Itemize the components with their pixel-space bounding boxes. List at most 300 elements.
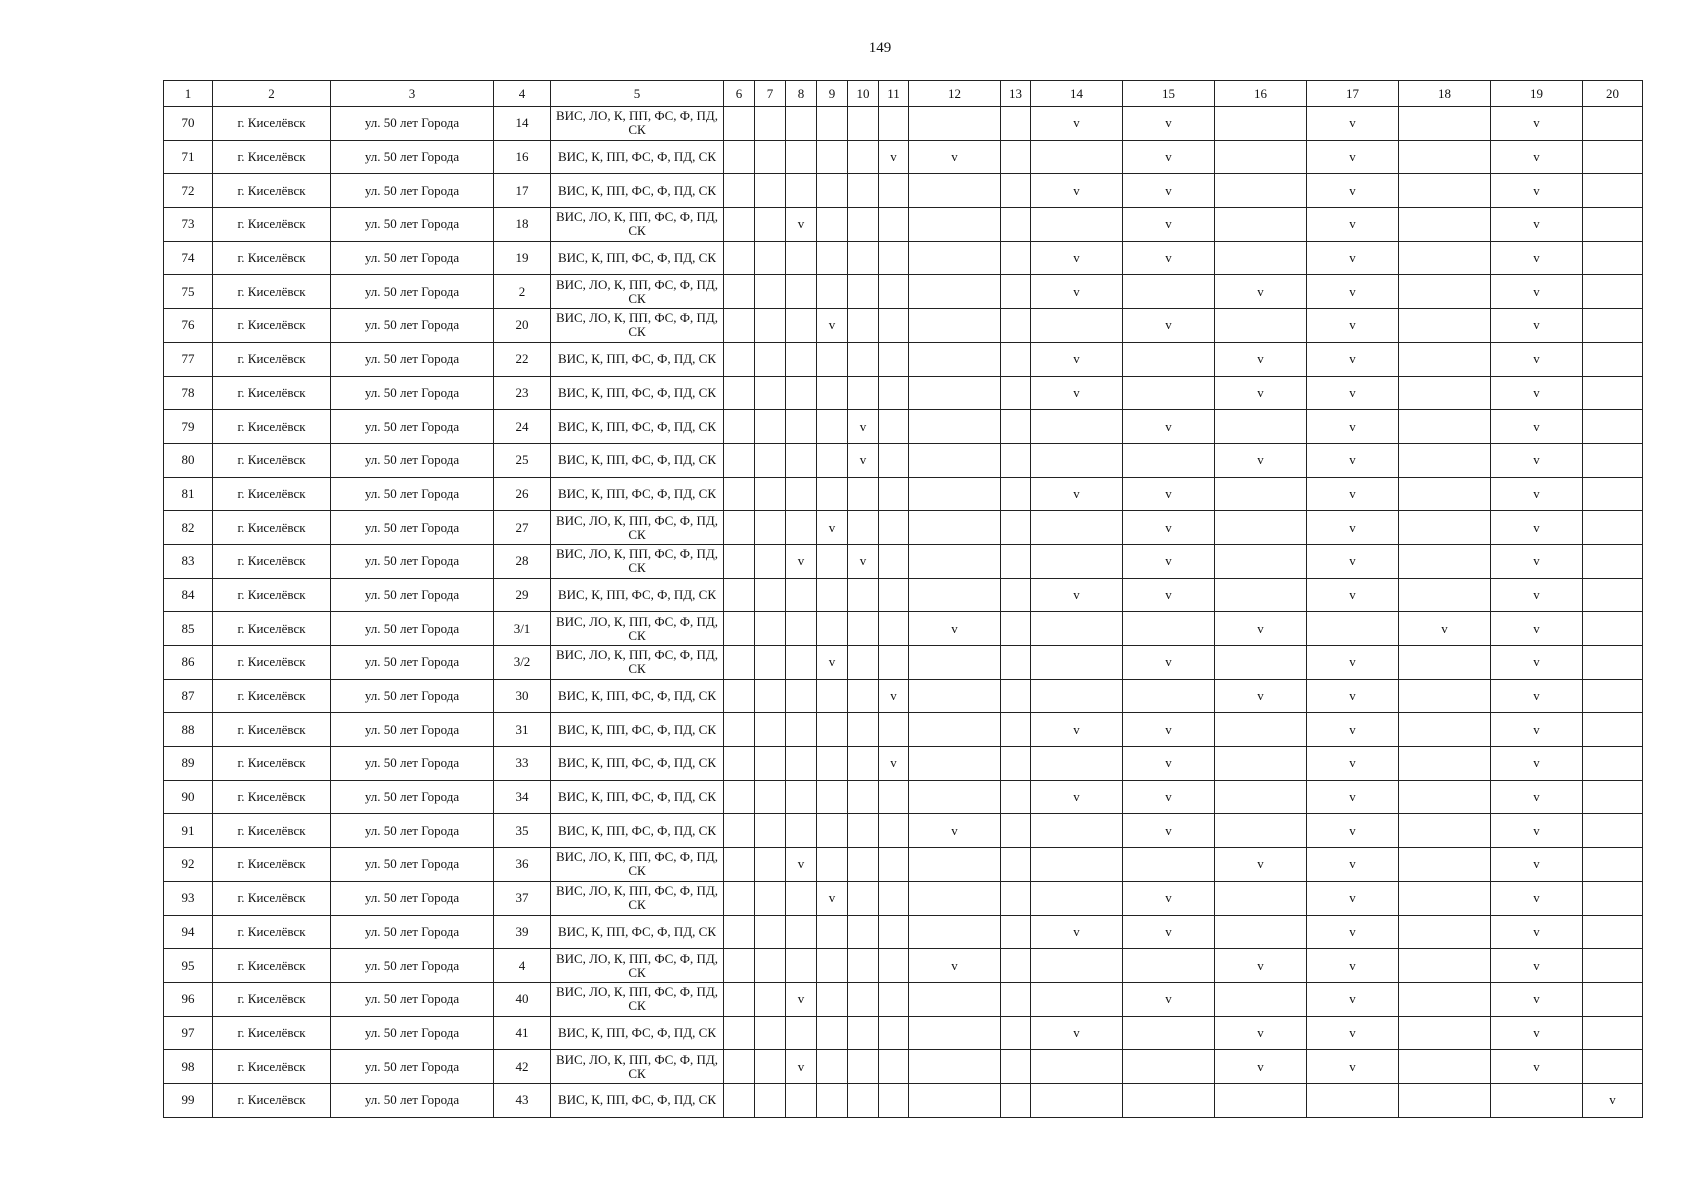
- city-cell: г. Киселёвск: [213, 544, 331, 578]
- check-mark-col-15: v: [1123, 915, 1215, 949]
- table-row: [164, 410, 1643, 444]
- street-cell: ул. 50 лет Города: [331, 174, 494, 208]
- mark-cell-col-10: [848, 107, 879, 141]
- check-mark-col-19: v: [1491, 578, 1583, 612]
- codes-cell: ВИС, ЛО, К, ПП, ФС, Ф, ПД, СК: [551, 107, 724, 141]
- city-cell: г. Киселёвск: [213, 1050, 331, 1084]
- row-number-cell: 99: [164, 1083, 213, 1117]
- mark-cell-col-18: [1399, 1016, 1491, 1050]
- mark-cell-col-12: [909, 713, 1001, 747]
- mark-cell-col-9: [817, 679, 848, 713]
- mark-cell-col-6: [724, 747, 755, 781]
- mark-cell-col-12: [909, 1050, 1001, 1084]
- house-number-cell: 22: [494, 342, 551, 376]
- house-number-cell: 33: [494, 747, 551, 781]
- mark-cell-col-14: [1031, 747, 1123, 781]
- register-table: [163, 80, 1643, 1118]
- check-mark-col-19: v: [1491, 848, 1583, 882]
- city-cell: г. Киселёвск: [213, 949, 331, 983]
- check-mark-col-19: v: [1491, 949, 1583, 983]
- mark-cell-col-6: [724, 208, 755, 242]
- mark-cell-col-11: [879, 1083, 909, 1117]
- check-mark-col-18: v: [1399, 612, 1491, 646]
- mark-cell-col-18: [1399, 646, 1491, 680]
- house-number-cell: 18: [494, 208, 551, 242]
- mark-cell-col-8: [786, 241, 817, 275]
- mark-cell-col-6: [724, 174, 755, 208]
- mark-cell-col-8: [786, 443, 817, 477]
- mark-cell-col-7: [755, 982, 786, 1016]
- mark-cell-col-8: [786, 1083, 817, 1117]
- mark-cell-col-12: [909, 376, 1001, 410]
- check-mark-col-19: v: [1491, 443, 1583, 477]
- street-cell: ул. 50 лет Города: [331, 107, 494, 141]
- mark-cell-col-9: [817, 1050, 848, 1084]
- mark-cell-col-6: [724, 949, 755, 983]
- mark-cell-col-14: [1031, 544, 1123, 578]
- mark-cell-col-14: [1031, 814, 1123, 848]
- street-cell: ул. 50 лет Города: [331, 275, 494, 309]
- check-mark-col-17: v: [1307, 174, 1399, 208]
- codes-cell: ВИС, К, ПП, ФС, Ф, ПД, СК: [551, 814, 724, 848]
- mark-cell-col-6: [724, 1016, 755, 1050]
- mark-cell-col-7: [755, 612, 786, 646]
- mark-cell-col-9: [817, 1083, 848, 1117]
- mark-cell-col-7: [755, 1016, 786, 1050]
- mark-cell-col-9: [817, 241, 848, 275]
- mark-cell-col-15: [1123, 342, 1215, 376]
- mark-cell-col-8: [786, 107, 817, 141]
- house-number-cell: 36: [494, 848, 551, 882]
- mark-cell-col-12: [909, 1016, 1001, 1050]
- mark-cell-col-9: [817, 612, 848, 646]
- mark-cell-col-16: [1215, 241, 1307, 275]
- city-cell: г. Киселёвск: [213, 241, 331, 275]
- mark-cell-col-20: [1583, 646, 1643, 680]
- mark-cell-col-7: [755, 174, 786, 208]
- street-cell: ул. 50 лет Города: [331, 1050, 494, 1084]
- house-number-cell: 42: [494, 1050, 551, 1084]
- mark-cell-col-9: [817, 208, 848, 242]
- codes-cell: ВИС, К, ПП, ФС, Ф, ПД, СК: [551, 780, 724, 814]
- mark-cell-col-10: [848, 275, 879, 309]
- mark-cell-col-10: [848, 814, 879, 848]
- table-row: [164, 107, 1643, 141]
- check-mark-col-17: v: [1307, 140, 1399, 174]
- mark-cell-col-18: [1399, 410, 1491, 444]
- mark-cell-col-18: [1399, 915, 1491, 949]
- mark-cell-col-11: [879, 443, 909, 477]
- mark-cell-col-14: [1031, 949, 1123, 983]
- mark-cell-col-11: [879, 881, 909, 915]
- table-row: [164, 174, 1643, 208]
- column-header-17: 17: [1307, 81, 1399, 107]
- table-row: [164, 780, 1643, 814]
- mark-cell-col-16: [1215, 713, 1307, 747]
- mark-cell-col-14: [1031, 1083, 1123, 1117]
- mark-cell-col-17: [1307, 1083, 1399, 1117]
- codes-cell: ВИС, К, ПП, ФС, Ф, ПД, СК: [551, 713, 724, 747]
- check-mark-col-19: v: [1491, 881, 1583, 915]
- check-mark-col-8: v: [786, 208, 817, 242]
- table-body: [164, 107, 1643, 1118]
- mark-cell-col-12: [909, 578, 1001, 612]
- row-number-cell: 97: [164, 1016, 213, 1050]
- mark-cell-col-7: [755, 814, 786, 848]
- mark-cell-col-18: [1399, 275, 1491, 309]
- check-mark-col-16: v: [1215, 949, 1307, 983]
- mark-cell-col-7: [755, 578, 786, 612]
- mark-cell-col-14: [1031, 612, 1123, 646]
- city-cell: г. Киселёвск: [213, 140, 331, 174]
- mark-cell-col-11: [879, 780, 909, 814]
- house-number-cell: 27: [494, 511, 551, 545]
- mark-cell-col-7: [755, 713, 786, 747]
- mark-cell-col-8: [786, 1016, 817, 1050]
- row-number-cell: 74: [164, 241, 213, 275]
- house-number-cell: 17: [494, 174, 551, 208]
- mark-cell-col-20: [1583, 140, 1643, 174]
- mark-cell-col-10: [848, 208, 879, 242]
- column-header-6: 6: [724, 81, 755, 107]
- codes-cell: ВИС, ЛО, К, ПП, ФС, Ф, ПД, СК: [551, 612, 724, 646]
- check-mark-col-17: v: [1307, 679, 1399, 713]
- column-header-12: 12: [909, 81, 1001, 107]
- city-cell: г. Киселёвск: [213, 881, 331, 915]
- column-header-8: 8: [786, 81, 817, 107]
- check-mark-col-15: v: [1123, 780, 1215, 814]
- check-mark-col-15: v: [1123, 309, 1215, 343]
- mark-cell-col-8: [786, 814, 817, 848]
- mark-cell-col-18: [1399, 1083, 1491, 1117]
- mark-cell-col-20: [1583, 679, 1643, 713]
- check-mark-col-17: v: [1307, 646, 1399, 680]
- mark-cell-col-6: [724, 915, 755, 949]
- city-cell: г. Киселёвск: [213, 848, 331, 882]
- mark-cell-col-7: [755, 140, 786, 174]
- mark-cell-col-7: [755, 646, 786, 680]
- mark-cell-col-13: [1001, 544, 1031, 578]
- mark-cell-col-6: [724, 544, 755, 578]
- mark-cell-col-12: [909, 915, 1001, 949]
- check-mark-col-15: v: [1123, 174, 1215, 208]
- row-number-cell: 76: [164, 309, 213, 343]
- house-number-cell: 16: [494, 140, 551, 174]
- table-row: [164, 713, 1643, 747]
- city-cell: г. Киселёвск: [213, 780, 331, 814]
- mark-cell-col-12: [909, 1083, 1001, 1117]
- mark-cell-col-6: [724, 241, 755, 275]
- mark-cell-col-12: [909, 477, 1001, 511]
- mark-cell-col-7: [755, 511, 786, 545]
- check-mark-col-9: v: [817, 646, 848, 680]
- mark-cell-col-13: [1001, 881, 1031, 915]
- row-number-cell: 86: [164, 646, 213, 680]
- mark-cell-col-11: [879, 915, 909, 949]
- mark-cell-col-15: [1123, 612, 1215, 646]
- mark-cell-col-12: [909, 275, 1001, 309]
- check-mark-col-15: v: [1123, 982, 1215, 1016]
- mark-cell-col-12: [909, 982, 1001, 1016]
- table-row: [164, 915, 1643, 949]
- check-mark-col-8: v: [786, 544, 817, 578]
- street-cell: ул. 50 лет Города: [331, 511, 494, 545]
- mark-cell-col-18: [1399, 174, 1491, 208]
- street-cell: ул. 50 лет Города: [331, 814, 494, 848]
- mark-cell-col-6: [724, 814, 755, 848]
- mark-cell-col-16: [1215, 578, 1307, 612]
- mark-cell-col-7: [755, 410, 786, 444]
- mark-cell-col-6: [724, 679, 755, 713]
- mark-cell-col-12: [909, 443, 1001, 477]
- house-number-cell: 39: [494, 915, 551, 949]
- mark-cell-col-11: [879, 174, 909, 208]
- check-mark-col-17: v: [1307, 107, 1399, 141]
- mark-cell-col-10: [848, 342, 879, 376]
- codes-cell: ВИС, К, ПП, ФС, Ф, ПД, СК: [551, 376, 724, 410]
- table-row: [164, 477, 1643, 511]
- mark-cell-col-10: [848, 848, 879, 882]
- mark-cell-col-6: [724, 780, 755, 814]
- mark-cell-col-10: [848, 309, 879, 343]
- house-number-cell: 30: [494, 679, 551, 713]
- mark-cell-col-7: [755, 747, 786, 781]
- codes-cell: ВИС, К, ПП, ФС, Ф, ПД, СК: [551, 915, 724, 949]
- mark-cell-col-6: [724, 309, 755, 343]
- row-number-cell: 79: [164, 410, 213, 444]
- check-mark-col-17: v: [1307, 848, 1399, 882]
- mark-cell-col-7: [755, 544, 786, 578]
- mark-cell-col-6: [724, 443, 755, 477]
- mark-cell-col-7: [755, 881, 786, 915]
- check-mark-col-17: v: [1307, 713, 1399, 747]
- mark-cell-col-9: [817, 275, 848, 309]
- check-mark-col-19: v: [1491, 1016, 1583, 1050]
- mark-cell-col-9: [817, 410, 848, 444]
- mark-cell-col-18: [1399, 949, 1491, 983]
- row-number-cell: 71: [164, 140, 213, 174]
- city-cell: г. Киселёвск: [213, 915, 331, 949]
- check-mark-col-16: v: [1215, 1050, 1307, 1084]
- mark-cell-col-11: [879, 208, 909, 242]
- check-mark-col-17: v: [1307, 578, 1399, 612]
- mark-cell-col-6: [724, 511, 755, 545]
- city-cell: г. Киселёвск: [213, 275, 331, 309]
- row-number-cell: 72: [164, 174, 213, 208]
- mark-cell-col-20: [1583, 410, 1643, 444]
- mark-cell-col-16: [1215, 544, 1307, 578]
- mark-cell-col-10: [848, 174, 879, 208]
- mark-cell-col-20: [1583, 915, 1643, 949]
- mark-cell-col-7: [755, 275, 786, 309]
- street-cell: ул. 50 лет Города: [331, 679, 494, 713]
- city-cell: г. Киселёвск: [213, 342, 331, 376]
- row-number-cell: 93: [164, 881, 213, 915]
- mark-cell-col-8: [786, 511, 817, 545]
- mark-cell-col-6: [724, 107, 755, 141]
- mark-cell-col-18: [1399, 140, 1491, 174]
- mark-cell-col-20: [1583, 376, 1643, 410]
- mark-cell-col-8: [786, 780, 817, 814]
- house-number-cell: 43: [494, 1083, 551, 1117]
- column-header-19: 19: [1491, 81, 1583, 107]
- row-number-cell: 82: [164, 511, 213, 545]
- mark-cell-col-10: [848, 1016, 879, 1050]
- mark-cell-col-12: [909, 309, 1001, 343]
- mark-cell-col-15: [1123, 1016, 1215, 1050]
- mark-cell-col-13: [1001, 511, 1031, 545]
- mark-cell-col-9: [817, 713, 848, 747]
- check-mark-col-8: v: [786, 982, 817, 1016]
- mark-cell-col-9: [817, 780, 848, 814]
- mark-cell-col-13: [1001, 477, 1031, 511]
- mark-cell-col-10: [848, 612, 879, 646]
- mark-cell-col-9: [817, 578, 848, 612]
- house-number-cell: 37: [494, 881, 551, 915]
- mark-cell-col-11: [879, 578, 909, 612]
- mark-cell-col-14: [1031, 1050, 1123, 1084]
- mark-cell-col-11: [879, 1050, 909, 1084]
- mark-cell-col-16: [1215, 174, 1307, 208]
- codes-cell: ВИС, К, ПП, ФС, Ф, ПД, СК: [551, 477, 724, 511]
- check-mark-col-17: v: [1307, 881, 1399, 915]
- check-mark-col-15: v: [1123, 410, 1215, 444]
- check-mark-col-15: v: [1123, 713, 1215, 747]
- mark-cell-col-10: [848, 511, 879, 545]
- codes-cell: ВИС, К, ПП, ФС, Ф, ПД, СК: [551, 679, 724, 713]
- check-mark-col-17: v: [1307, 982, 1399, 1016]
- mark-cell-col-7: [755, 309, 786, 343]
- column-header-16: 16: [1215, 81, 1307, 107]
- mark-cell-col-11: [879, 713, 909, 747]
- mark-cell-col-20: [1583, 511, 1643, 545]
- check-mark-col-14: v: [1031, 376, 1123, 410]
- city-cell: г. Киселёвск: [213, 578, 331, 612]
- house-number-cell: 14: [494, 107, 551, 141]
- mark-cell-col-10: [848, 646, 879, 680]
- check-mark-col-17: v: [1307, 949, 1399, 983]
- row-number-cell: 87: [164, 679, 213, 713]
- mark-cell-col-7: [755, 477, 786, 511]
- table-row: [164, 275, 1643, 309]
- check-mark-col-17: v: [1307, 544, 1399, 578]
- mark-cell-col-18: [1399, 713, 1491, 747]
- table-row: [164, 1016, 1643, 1050]
- mark-cell-col-7: [755, 107, 786, 141]
- mark-cell-col-10: [848, 713, 879, 747]
- mark-cell-col-9: [817, 848, 848, 882]
- mark-cell-col-18: [1399, 241, 1491, 275]
- house-number-cell: 40: [494, 982, 551, 1016]
- check-mark-col-16: v: [1215, 275, 1307, 309]
- city-cell: г. Киселёвск: [213, 477, 331, 511]
- row-number-cell: 75: [164, 275, 213, 309]
- mark-cell-col-12: [909, 881, 1001, 915]
- street-cell: ул. 50 лет Города: [331, 881, 494, 915]
- mark-cell-col-18: [1399, 814, 1491, 848]
- mark-cell-col-11: [879, 241, 909, 275]
- check-mark-col-19: v: [1491, 107, 1583, 141]
- mark-cell-col-8: [786, 376, 817, 410]
- header-row: [164, 81, 1643, 107]
- mark-cell-col-8: [786, 915, 817, 949]
- codes-cell: ВИС, ЛО, К, ПП, ФС, Ф, ПД, СК: [551, 646, 724, 680]
- check-mark-col-16: v: [1215, 342, 1307, 376]
- house-number-cell: 3/1: [494, 612, 551, 646]
- check-mark-col-15: v: [1123, 646, 1215, 680]
- codes-cell: ВИС, ЛО, К, ПП, ФС, Ф, ПД, СК: [551, 881, 724, 915]
- mark-cell-col-11: [879, 544, 909, 578]
- mark-cell-col-18: [1399, 309, 1491, 343]
- table-row: [164, 1050, 1643, 1084]
- city-cell: г. Киселёвск: [213, 679, 331, 713]
- column-header-3: 3: [331, 81, 494, 107]
- mark-cell-col-13: [1001, 1016, 1031, 1050]
- row-number-cell: 91: [164, 814, 213, 848]
- mark-cell-col-20: [1583, 443, 1643, 477]
- city-cell: г. Киселёвск: [213, 814, 331, 848]
- check-mark-col-17: v: [1307, 241, 1399, 275]
- city-cell: г. Киселёвск: [213, 174, 331, 208]
- house-number-cell: 29: [494, 578, 551, 612]
- mark-cell-col-18: [1399, 982, 1491, 1016]
- column-header-4: 4: [494, 81, 551, 107]
- street-cell: ул. 50 лет Города: [331, 410, 494, 444]
- mark-cell-col-13: [1001, 443, 1031, 477]
- table-row: [164, 848, 1643, 882]
- mark-cell-col-15: [1123, 1083, 1215, 1117]
- mark-cell-col-15: [1123, 1050, 1215, 1084]
- check-mark-col-9: v: [817, 881, 848, 915]
- mark-cell-col-11: [879, 949, 909, 983]
- check-mark-col-19: v: [1491, 241, 1583, 275]
- city-cell: г. Киселёвск: [213, 1016, 331, 1050]
- mark-cell-col-12: [909, 544, 1001, 578]
- house-number-cell: 4: [494, 949, 551, 983]
- street-cell: ул. 50 лет Города: [331, 612, 494, 646]
- mark-cell-col-13: [1001, 612, 1031, 646]
- column-header-2: 2: [213, 81, 331, 107]
- mark-cell-col-13: [1001, 713, 1031, 747]
- check-mark-col-15: v: [1123, 578, 1215, 612]
- mark-cell-col-13: [1001, 915, 1031, 949]
- check-mark-col-19: v: [1491, 915, 1583, 949]
- check-mark-col-17: v: [1307, 443, 1399, 477]
- mark-cell-col-11: [879, 612, 909, 646]
- column-header-14: 14: [1031, 81, 1123, 107]
- mark-cell-col-14: [1031, 679, 1123, 713]
- row-number-cell: 78: [164, 376, 213, 410]
- mark-cell-col-10: [848, 578, 879, 612]
- mark-cell-col-10: [848, 679, 879, 713]
- mark-cell-col-14: [1031, 982, 1123, 1016]
- house-number-cell: 3/2: [494, 646, 551, 680]
- mark-cell-col-18: [1399, 511, 1491, 545]
- city-cell: г. Киселёвск: [213, 982, 331, 1016]
- city-cell: г. Киселёвск: [213, 1083, 331, 1117]
- mark-cell-col-8: [786, 174, 817, 208]
- mark-cell-col-14: [1031, 881, 1123, 915]
- row-number-cell: 90: [164, 780, 213, 814]
- mark-cell-col-15: [1123, 679, 1215, 713]
- street-cell: ул. 50 лет Города: [331, 982, 494, 1016]
- check-mark-col-14: v: [1031, 342, 1123, 376]
- table-row: [164, 544, 1643, 578]
- mark-cell-col-13: [1001, 174, 1031, 208]
- street-cell: ул. 50 лет Города: [331, 443, 494, 477]
- codes-cell: ВИС, К, ПП, ФС, Ф, ПД, СК: [551, 174, 724, 208]
- mark-cell-col-12: [909, 646, 1001, 680]
